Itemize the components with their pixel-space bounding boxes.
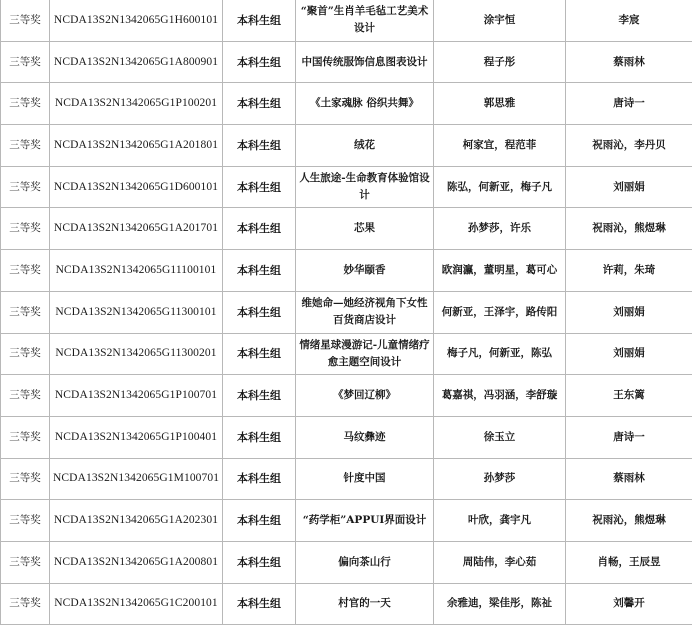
table-row — [1, 208, 692, 250]
entry-code-cell: NCDA13S2N1342065G1A201801 — [50, 125, 223, 167]
work-title-cell: 人生旅途-生命教育体验馆设计 — [296, 166, 434, 208]
table-row — [1, 583, 692, 625]
work-title-cell: 偏向茶山行 — [296, 541, 434, 583]
work-title-cell: 马纹彝迹 — [296, 416, 434, 458]
entry-code-cell: NCDA13S2N1342065G11300201 — [50, 333, 223, 375]
table-row — [1, 500, 692, 542]
group-cell: 本科生组 — [223, 333, 296, 375]
award-level-cell: 三等奖 — [1, 0, 50, 41]
work-title-cell: 绒花 — [296, 125, 434, 167]
work-title-cell: 中国传统服饰信息图表设计 — [296, 41, 434, 83]
advisor-cell: 刘馨开 — [566, 583, 692, 625]
award-level-cell: 三等奖 — [1, 500, 50, 542]
members-cell: 何新亚，王泽宇，路传阳 — [434, 291, 566, 333]
group-cell: 本科生组 — [223, 166, 296, 208]
work-title-cell: “聚首”生肖羊毛毡工艺美术设计 — [296, 0, 434, 41]
table-row — [1, 541, 692, 583]
advisor-cell: 蔡雨林 — [566, 41, 692, 83]
members-cell: 欧润瀛，董明星，葛可心 — [434, 250, 566, 292]
members-cell: 梅子凡，何新亚，陈弘 — [434, 333, 566, 375]
work-title-cell: 妙华颐香 — [296, 250, 434, 292]
advisor-cell: 祝雨沁，熊煜琳 — [566, 208, 692, 250]
advisor-cell: 祝雨沁，熊煜琳 — [566, 500, 692, 542]
awards-table-body — [1, 0, 692, 625]
entry-code-cell: NCDA13S2N1342065G1P100401 — [50, 416, 223, 458]
award-level-cell: 三等奖 — [1, 125, 50, 167]
award-level-cell: 三等奖 — [1, 583, 50, 625]
advisor-cell: 刘丽娟 — [566, 166, 692, 208]
members-cell: 徐玉立 — [434, 416, 566, 458]
advisor-cell: 唐诗一 — [566, 416, 692, 458]
work-title-cell: 《梦回辽柳》 — [296, 375, 434, 417]
award-level-cell: 三等奖 — [1, 166, 50, 208]
advisor-cell: 蔡雨林 — [566, 458, 692, 500]
table-row — [1, 0, 692, 41]
award-level-cell: 三等奖 — [1, 83, 50, 125]
award-level-cell: 三等奖 — [1, 250, 50, 292]
advisor-cell: 李宸 — [566, 0, 692, 41]
advisor-cell: 祝雨沁，李丹贝 — [566, 125, 692, 167]
entry-code-cell: NCDA13S2N1342065G11300101 — [50, 291, 223, 333]
award-level-cell: 三等奖 — [1, 208, 50, 250]
table-row — [1, 416, 692, 458]
entry-code-cell: NCDA13S2N1342065G1C200101 — [50, 583, 223, 625]
award-level-cell: 三等奖 — [1, 458, 50, 500]
advisor-cell: 王东篱 — [566, 375, 692, 417]
members-cell: 周陆伟，李心茹 — [434, 541, 566, 583]
advisor-cell: 刘丽娟 — [566, 291, 692, 333]
entry-code-cell: NCDA13S2N1342065G1H600101 — [50, 0, 223, 41]
entry-code-cell: NCDA13S2N1342065G1P100701 — [50, 375, 223, 417]
entry-code-cell: NCDA13S2N1342065G1A800901 — [50, 41, 223, 83]
work-title-cell: “药学柜”APPUI界面设计 — [296, 500, 434, 542]
entry-code-cell: NCDA13S2N1342065G11100101 — [50, 250, 223, 292]
group-cell: 本科生组 — [223, 541, 296, 583]
group-cell: 本科生组 — [223, 0, 296, 41]
award-level-cell: 三等奖 — [1, 416, 50, 458]
members-cell: 柯家宜，程范菲 — [434, 125, 566, 167]
group-cell: 本科生组 — [223, 83, 296, 125]
table-row — [1, 333, 692, 375]
work-title-cell: 情绪星球漫游记-儿童情绪疗愈主题空间设计 — [296, 333, 434, 375]
members-cell: 孙梦莎 — [434, 458, 566, 500]
table-row — [1, 250, 692, 292]
members-cell: 郭思雅 — [434, 83, 566, 125]
award-level-cell: 三等奖 — [1, 333, 50, 375]
table-row — [1, 375, 692, 417]
work-title-cell: 芯果 — [296, 208, 434, 250]
entry-code-cell: NCDA13S2N1342065G1M100701 — [50, 458, 223, 500]
group-cell: 本科生组 — [223, 125, 296, 167]
entry-code-cell: NCDA13S2N1342065G1A200801 — [50, 541, 223, 583]
members-cell: 孙梦莎，许乐 — [434, 208, 566, 250]
group-cell: 本科生组 — [223, 291, 296, 333]
members-cell: 陈弘，何新亚，梅子凡 — [434, 166, 566, 208]
group-cell: 本科生组 — [223, 250, 296, 292]
members-cell: 余雅迪，梁佳彤，陈祉 — [434, 583, 566, 625]
members-cell: 程子彤 — [434, 41, 566, 83]
table-row — [1, 125, 692, 167]
table-row — [1, 166, 692, 208]
award-level-cell: 三等奖 — [1, 291, 50, 333]
group-cell: 本科生组 — [223, 416, 296, 458]
advisor-cell: 唐诗一 — [566, 83, 692, 125]
group-cell: 本科生组 — [223, 458, 296, 500]
work-title-cell: 维她命—她经济视角下女性百货商店设计 — [296, 291, 434, 333]
group-cell: 本科生组 — [223, 375, 296, 417]
entry-code-cell: NCDA13S2N1342065G1P100201 — [50, 83, 223, 125]
entry-code-cell: NCDA13S2N1342065G1A201701 — [50, 208, 223, 250]
advisor-cell: 刘丽娟 — [566, 333, 692, 375]
group-cell: 本科生组 — [223, 583, 296, 625]
work-title-cell: 《土家魂脉 俗织共舞》 — [296, 83, 434, 125]
members-cell: 葛嘉祺，冯羽涵，李舒璇 — [434, 375, 566, 417]
award-level-cell: 三等奖 — [1, 41, 50, 83]
members-cell: 涂宇恒 — [434, 0, 566, 41]
work-title-cell: 村官的一天 — [296, 583, 434, 625]
group-cell: 本科生组 — [223, 41, 296, 83]
work-title-cell: 针度中国 — [296, 458, 434, 500]
table-row — [1, 41, 692, 83]
entry-code-cell: NCDA13S2N1342065G1A202301 — [50, 500, 223, 542]
group-cell: 本科生组 — [223, 500, 296, 542]
award-level-cell: 三等奖 — [1, 375, 50, 417]
advisor-cell: 肖畅，王辰昱 — [566, 541, 692, 583]
entry-code-cell: NCDA13S2N1342065G1D600101 — [50, 166, 223, 208]
members-cell: 叶欣，龚宇凡 — [434, 500, 566, 542]
advisor-cell: 许莉，朱琦 — [566, 250, 692, 292]
table-row — [1, 458, 692, 500]
table-row — [1, 83, 692, 125]
table-row — [1, 291, 692, 333]
group-cell: 本科生组 — [223, 208, 296, 250]
award-level-cell: 三等奖 — [1, 541, 50, 583]
